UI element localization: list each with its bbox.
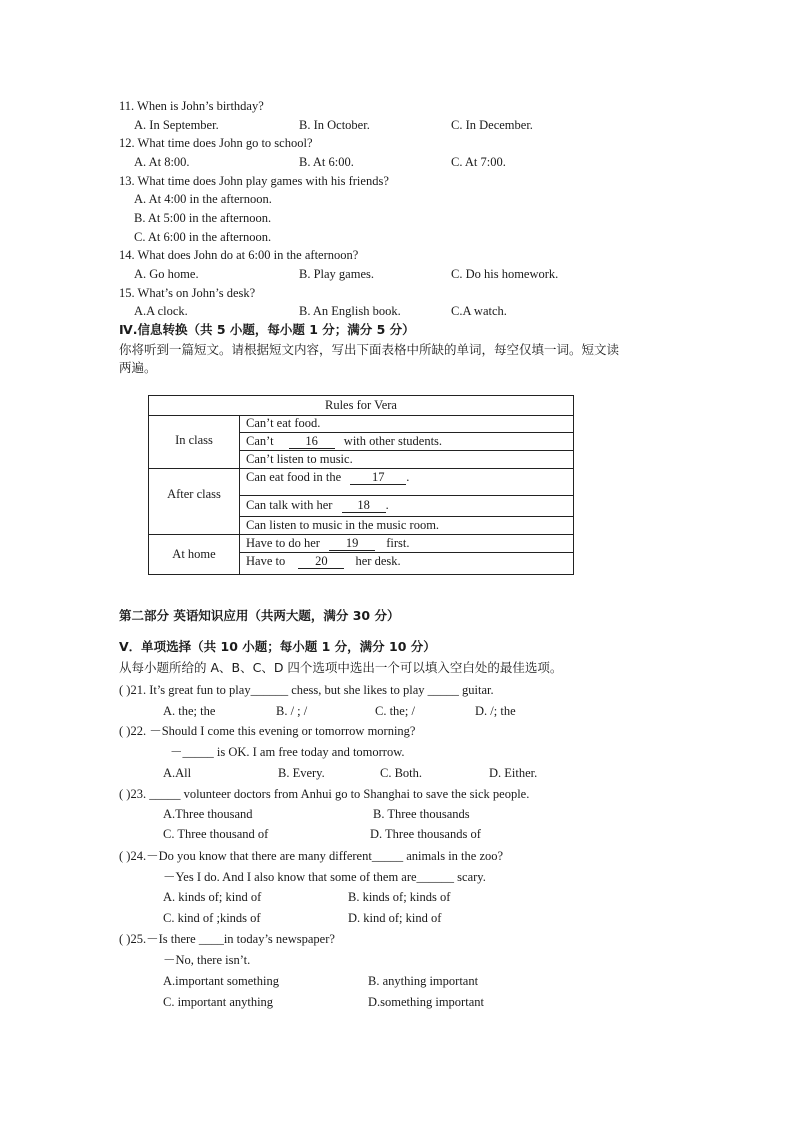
rule-text: Can eat food in the [246,470,342,484]
table-row [246,535,409,551]
option-13-a: A. At 4:00 in the afternoon. [134,192,272,206]
question-23 [119,786,529,802]
table-row [246,517,439,533]
rules-table [148,395,574,575]
question-stem: 23. _____ volunteer doctors from Anhui go to Shanghai to save the sick people. [130,787,530,801]
option-23-b: B. Three thousands [373,807,470,821]
section-4-instruction-1: 你将听到一篇短文。请根据短文内容，写出下面表格中所缺的单词，每空仅填一词。短文读 [119,342,620,357]
rule-text: . [406,470,410,484]
option-13-b: B. At 5:00 in the afternoon. [134,211,272,225]
option-22-b: B. Every. [278,766,325,780]
option-25-d: D.something important [368,995,484,1009]
section-5-title: V．单项选择（共 10 小题；每小题 1 分，满分 10 分） [119,639,436,654]
option-21-a: A. the; the [163,704,216,718]
rule-text: Have to do her [246,536,320,550]
option-11-c: C. In December. [451,118,533,132]
answer-paren: ( ) [119,787,131,801]
option-24-b: B. kinds of; kinds of [348,890,451,904]
option-22-c: C. Both. [380,766,423,780]
rule-text: Can’t [246,434,274,448]
blank-17: 17 [350,471,406,485]
blank-18: 18 [342,499,386,513]
section-5-instruction: 从每小题所给的 A、B、C、D 四个选项中选出一个可以填入空白处的最佳选项。 [119,660,563,675]
question-24 [119,848,503,864]
rule-text: first. [386,536,410,550]
blank-20: 20 [298,555,344,569]
rule-text: Can talk with her [246,498,333,512]
table-row [246,433,442,449]
rules-table-title: Rules for Vera [149,396,573,416]
question-21 [119,682,494,698]
option-23-d: D. Three thousands of [370,827,481,841]
section-4-instruction-2: 两遍。 [119,360,157,375]
option-12-a: A. At 8:00. [134,155,190,169]
rule-text: Can listen to music in the music room. [246,518,440,532]
table-row [246,469,409,485]
option-24-a: A. kinds of; kind of [163,890,262,904]
group-label-after-class: After class [167,487,221,501]
option-21-c: C. the; / [375,704,415,718]
option-11-b: B. In October. [299,118,370,132]
part-2-title: 第二部分 英语知识应用（共两大题，满分 30 分） [119,608,400,623]
rule-text: her desk. [355,554,401,568]
question-14: 14. What does John do at 6:00 in the afternoon? [119,248,359,262]
question-12: 12. What time does John go to school? [119,136,313,150]
option-22-a: A.All [163,766,192,780]
option-15-b: B. An English book. [299,304,401,318]
rule-text: with other students. [343,434,443,448]
question-25 [119,931,335,947]
rule-text: Can’t eat food. [246,416,321,430]
question-22-response: －_____ is OK. I am free today and tomorrow. [170,745,405,759]
question-stem: 21. It’s great fun to play______ chess, but she likes to play _____ guitar. [130,683,494,697]
question-24-response: －Yes I do. And I also know that some of them are______ scary. [163,870,486,884]
answer-paren: ( ) [119,932,131,946]
answer-paren: ( ) [119,849,131,863]
option-25-c: C. important anything [163,995,274,1009]
rule-text: Have to [246,554,286,568]
blank-16: 16 [289,435,335,449]
option-23-a: A.Three thousand [163,807,253,821]
option-12-c: C. At 7:00. [451,155,506,169]
option-14-c: C. Do his homework. [451,267,559,281]
question-22 [119,723,415,739]
option-24-d: D. kind of; kind of [348,911,442,925]
table-row [246,497,389,513]
rule-text: . [385,498,389,512]
blank-19: 19 [329,537,375,551]
option-14-b: B. Play games. [299,267,374,281]
table-row [246,553,401,569]
table-row [246,415,320,431]
question-25-response: －No, there isn’t. [163,953,251,967]
question-stem: 25.－Is there ____in today’s newspaper? [130,932,335,946]
answer-paren: ( ) [119,724,131,738]
question-stem: 24.－Do you know that there are many different_____ animals in the zoo? [130,849,504,863]
question-11: 11. When is John’s birthday? [119,99,264,113]
table-row [246,451,353,467]
option-11-a: A. In September. [134,118,219,132]
question-13: 13. What time does John play games with his friends? [119,174,389,188]
option-23-c: C. Three thousand of [163,827,269,841]
option-15-c: C.A watch. [451,304,507,318]
option-21-b: B. / ; / [276,704,308,718]
rule-text: Can’t listen to music. [246,452,353,466]
option-21-d: D. /; the [475,704,516,718]
option-15-a: A.A clock. [134,304,188,318]
option-24-c: C. kind of ;kinds of [163,911,261,925]
answer-paren: ( ) [119,683,131,697]
section-4-title: Ⅳ.信息转换（共 5 小题，每小题 1 分；满分 5 分） [119,322,415,337]
option-25-a: A.important something [163,974,279,988]
option-12-b: B. At 6:00. [299,155,354,169]
option-14-a: A. Go home. [134,267,199,281]
option-13-c: C. At 6:00 in the afternoon. [134,230,272,244]
question-stem: 22. －Should I come this evening or tomorrow morning? [130,724,416,738]
question-15: 15. What’s on John’s desk? [119,286,256,300]
option-25-b: B. anything important [368,974,479,988]
group-label-at-home: At home [172,547,216,561]
option-22-d: D. Either. [489,766,538,780]
group-label-in-class: In class [175,433,213,447]
